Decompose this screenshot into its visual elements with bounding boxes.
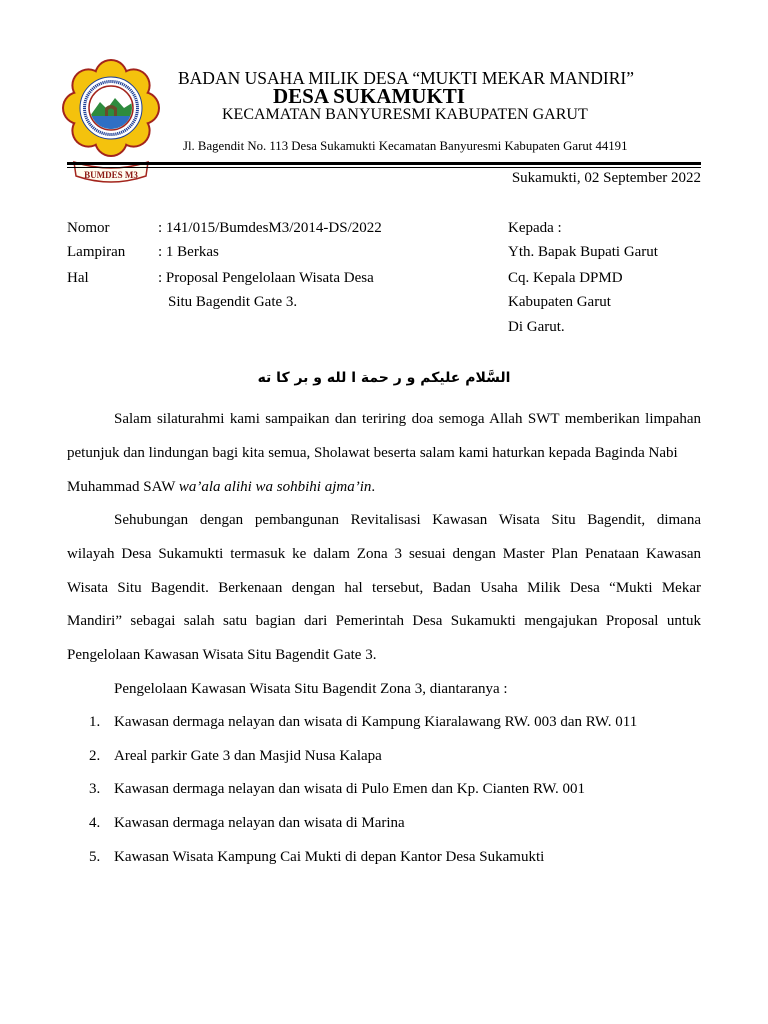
list-item-number: 5. [89, 849, 101, 865]
background-paragraph-line: wilayah Desa Sukamukti termasuk ke dalam Zona 3 sesuai dengan Master Plan Penataan Kawasan [67, 546, 701, 562]
reference-number-value: : 141/015/BumdesM3/2014-DS/2022 [158, 220, 382, 236]
subject-label: Hal [67, 270, 89, 286]
emblem-landscape [90, 87, 132, 129]
attachment-label: Lampiran [67, 244, 126, 260]
list-item-text: Kawasan Wisata Kampung Cai Mukti di depan Kantor Desa Sukamukti [114, 849, 545, 865]
recipient-line: Kabupaten Garut [508, 294, 611, 310]
attachment-value: : 1 Berkas [158, 244, 219, 260]
background-paragraph-line: Mandiri” sebagai salah satu bagian dari Pemerintah Desa Sukamukti mengajukan Proposal untuk [67, 613, 701, 629]
background-paragraph-line: Sehubungan dengan pembangunan Revitalisasi Kawasan Wisata Situ Bagendit, dimana [114, 512, 701, 528]
list-item-number: 1. [89, 714, 101, 730]
background-paragraph-line: Pengelolaan Kawasan Wisata Situ Bagendit Gate 3. [67, 647, 377, 663]
arabic-salutation: السَّلام عليكم و ر حمة ا لله و بر كا ته [257, 370, 511, 386]
list-item-number: 2. [89, 748, 101, 764]
reference-number-label: Nomor [67, 220, 110, 236]
recipient-line: Cq. Kepala DPMD [508, 270, 623, 286]
greeting-paragraph-line: Salam silaturahmi kami sampaikan dan teriring doa semoga Allah SWT memberikan limpahan [114, 411, 701, 427]
org-name: BADAN USAHA MILIK DESA “MUKTI MEKAR MANDIRI” [178, 68, 634, 88]
list-item-text: Kawasan dermaga nelayan dan wisata di Pulo Emen dan Kp. Cianten RW. 001 [114, 781, 585, 797]
list-item-text: Kawasan dermaga nelayan dan wisata di Marina [114, 815, 405, 831]
recipient-line: Yth. Bapak Bupati Garut [508, 244, 658, 260]
list-item-text: Kawasan dermaga nelayan dan wisata di Kampung Kiaralawang RW. 003 dan RW. 011 [114, 714, 638, 730]
greeting-paragraph-line: petunjuk dan lindungan bagi kita semua, Sholawat beserta salam kami haturkan kepada Baginda Nabi [67, 445, 678, 461]
village-name: DESA SUKAMUKTI [273, 84, 465, 108]
greeting-plain-text: Muhammad SAW [67, 479, 179, 495]
district-name: KECAMATAN BANYURESMI KABUPATEN GARUT [222, 106, 588, 123]
emblem-banner-text: BUMDES M3 [84, 170, 138, 180]
subject-value: : Proposal Pengelolaan Wisata Desa [158, 270, 374, 286]
greeting-paragraph-line [67, 477, 375, 497]
letterhead-address: Jl. Bagendit No. 113 Desa Sukamukti Kecamatan Banyuresmi Kabupaten Garut 44191 [183, 139, 628, 153]
background-paragraph-line: Wisata Situ Bagendit. Berkenaan dengan hal tersebut, Badan Usaha Milik Desa “Mukti Mekar [67, 580, 701, 596]
recipient-line: Di Garut. [508, 319, 565, 335]
list-item-text: Areal parkir Gate 3 dan Masjid Nusa Kalapa [114, 748, 382, 764]
subject-value-continuation: Situ Bagendit Gate 3. [168, 294, 298, 310]
list-item-number: 4. [89, 815, 101, 831]
list-item-number: 3. [89, 781, 101, 797]
recipient-line: Kepada : [508, 220, 562, 236]
letterhead-rule [67, 162, 701, 165]
greeting-italic-text: wa’ala alihi wa sohbihi ajma’in [178, 479, 372, 495]
greeting-end-text: . [371, 479, 376, 495]
list-intro-paragraph: Pengelolaan Kawasan Wisata Situ Bagendit Zona 3, diantaranya : [114, 681, 508, 697]
letter-date: Sukamukti, 02 September 2022 [511, 170, 701, 186]
